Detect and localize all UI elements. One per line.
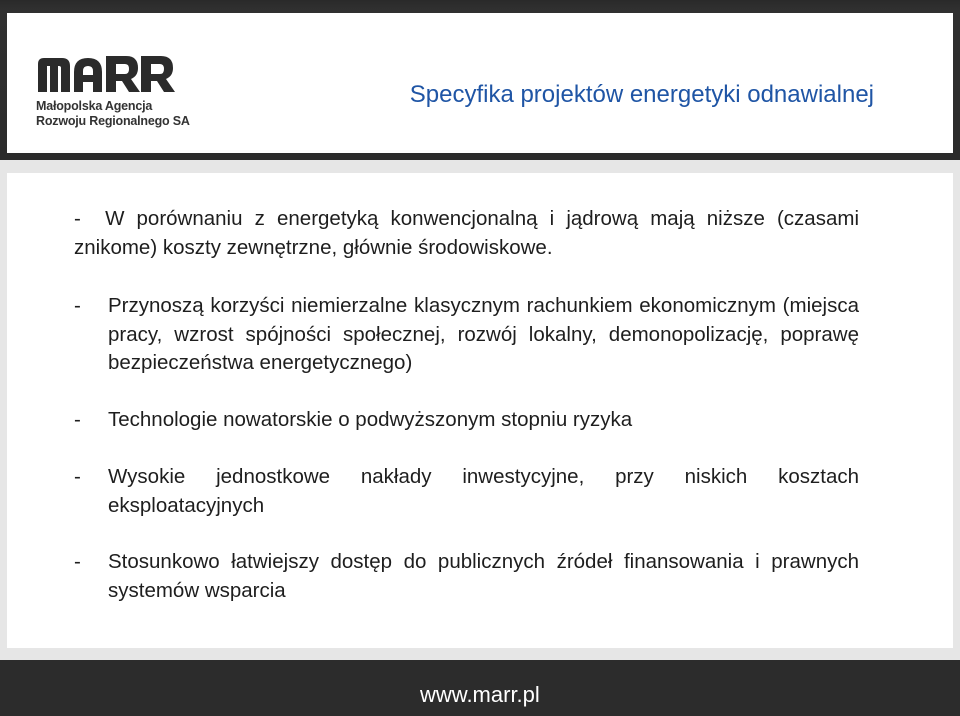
marr-logo bbox=[36, 48, 190, 143]
logo-subtitle-line2: Rozwoju Regionalnego SA bbox=[36, 114, 190, 128]
bullet-dash: - bbox=[74, 465, 81, 488]
bullet-2 bbox=[74, 292, 859, 378]
logo-subtitle bbox=[36, 99, 190, 129]
bullet-1 bbox=[74, 205, 859, 262]
bullet-dash: - bbox=[74, 408, 81, 431]
bullet-text: Technologie nowatorskie o podwyższonym stopniu ryzyka bbox=[108, 408, 633, 431]
bullet-5 bbox=[74, 548, 859, 605]
marr-logo-wordmark bbox=[36, 48, 176, 94]
footer-website-link[interactable]: www.marr.pl bbox=[420, 682, 540, 707]
bullet-dash: - bbox=[74, 207, 81, 230]
bullet-text: Wysokie jednostkowe nakłady inwestycyjne, przy niskich kosztach eksploatacyjnych bbox=[108, 465, 859, 517]
footer-bar bbox=[0, 660, 960, 716]
bullet-text: W porównaniu z energetyką konwencjonalną i jądrową mają niższe (czasami znikome) koszty zewnętrzne, głównie środowiskowe. bbox=[74, 207, 859, 259]
bullet-4 bbox=[74, 463, 859, 520]
bullet-text: Przynoszą korzyści niemierzalne klasycznym rachunkiem ekonomicznym (miejsca pracy, wzrost spójności społecznej, rozwój lokalny, demonopolizację, poprawę bezpieczeństwa energetycznego) bbox=[108, 294, 859, 374]
logo-subtitle-line1: Małopolska Agencja bbox=[36, 99, 153, 113]
bullet-3 bbox=[74, 406, 859, 435]
bullet-dash: - bbox=[74, 294, 81, 317]
bullet-text: Stosunkowo łatwiejszy dostęp do publicznych źródeł finansowania i prawnych systemów wsparcia bbox=[108, 550, 859, 602]
bullet-dash: - bbox=[74, 550, 81, 573]
slide-title: Specyfika projektów energetyki odnawialnej bbox=[409, 81, 874, 108]
